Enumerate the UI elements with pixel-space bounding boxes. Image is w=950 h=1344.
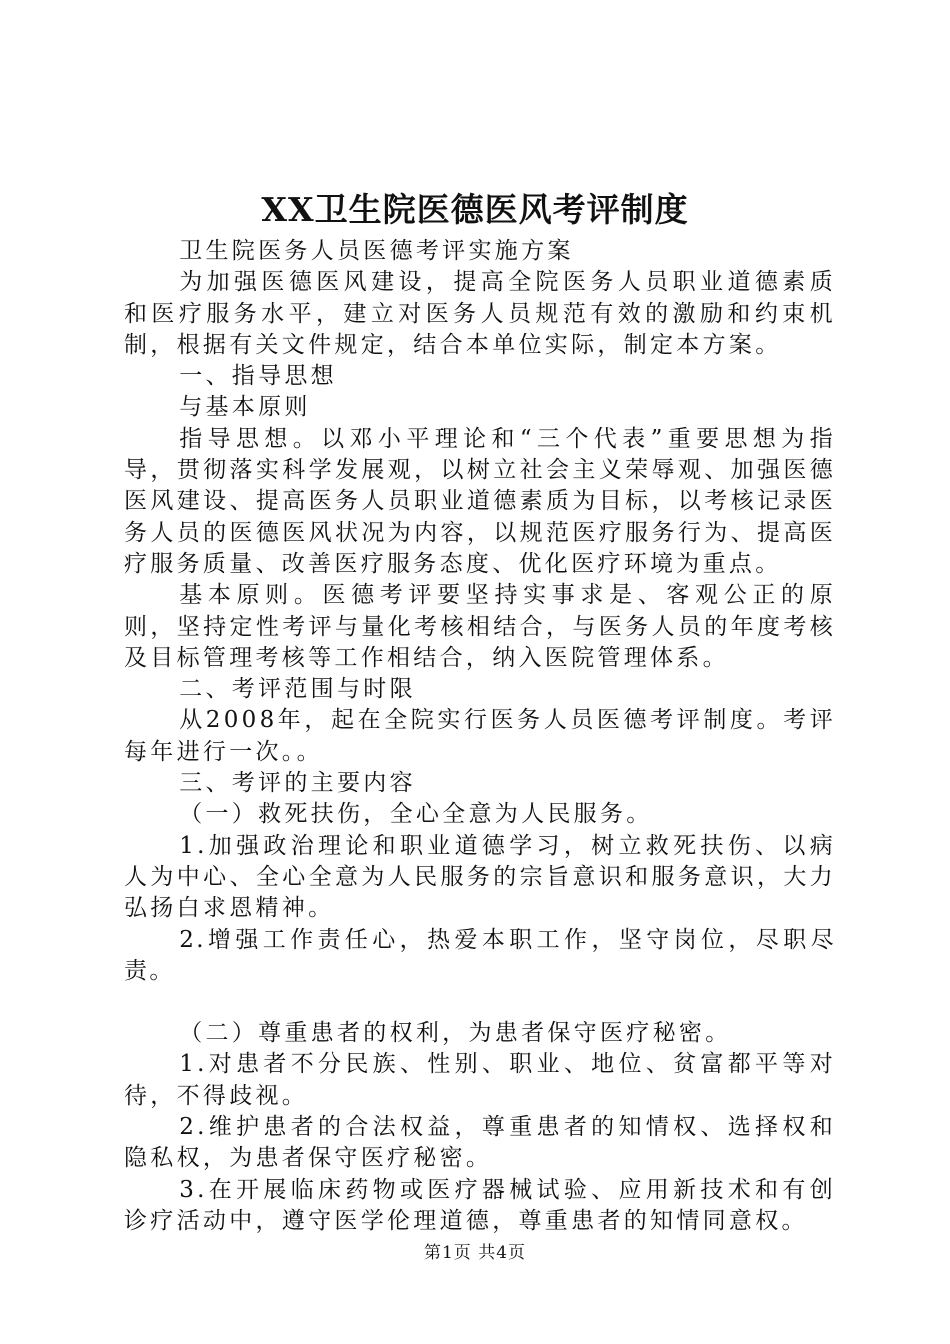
- paragraph-basic-principles: 基本原则。医德考评要坚持实事求是、客观公正的原则，坚持定性考评与量化考核相结合，与医务人员的年度考核及目标管理考核等工作相结合，纳入医院管理体系。: [124, 582, 836, 671]
- paragraph-scope-period: 从2008年，起在全院实行医务人员医德考评制度。考评每年进行一次。。: [124, 707, 836, 765]
- heading-scope-period: 二、考评范围与时限: [179, 676, 416, 703]
- document-body: [124, 236, 836, 1237]
- heading-basic-principles: 与基本原则: [179, 394, 311, 421]
- heading-main-content: 三、考评的主要内容: [179, 770, 416, 797]
- list-item-one-1: 1.加强政治理论和职业道德学习，树立救死扶伤、以病人为中心、全心全意为人民服务的宗旨意识和服务意识，大力弘扬白求恩精神。: [124, 832, 836, 922]
- list-item-two-3: 3.在开展临床药物或医疗器械试验、应用新技术和有创诊疗活动中，遵守医学伦理道德，尊重患者的知情同意权。: [124, 1176, 836, 1234]
- subheading-section-one: （一）救死扶伤，全心全意为人民服务。: [179, 801, 653, 828]
- list-item-one-2: 2.增强工作责任心，热爱本职工作，坚守岗位，尽职尽责。: [124, 926, 836, 984]
- heading-guiding-thought: 一、指导思想: [179, 363, 337, 390]
- subheading-section-two: （二）尊重患者的权利，为患者保守医疗秘密。: [179, 1020, 732, 1047]
- list-item-two-2: 2.维护患者的合法权益，尊重患者的知情权、选择权和隐私权，为患者保守医疗秘密。: [124, 1114, 836, 1172]
- paragraph-guiding-thought: 指导思想。以邓小平理论和“三个代表”重要思想为指导，贯彻落实科学发展观，以树立社会主义荣辱观、加强医德医风建设、提高医务人员职业道德素质为目标，以考核记录医务人员的医德医风状况为内容，以规范医疗服务行为、提高医疗服务质量、改善医疗服务态度、优化医疗环境为重点。: [124, 425, 836, 577]
- paragraph-plan-title: 卫生院医务人员医德考评实施方案: [179, 238, 574, 264]
- paragraph-gap: [124, 987, 836, 1018]
- paragraph-intro: 为加强医德医风建设，提高全院医务人员职业道德素质和医疗服务水平，建立对医务人员规范有效的激励和约束机制，根据有关文件规定，结合本单位实际，制定本方案。: [124, 269, 836, 358]
- document-title: XX卫生院医德医风考评制度: [261, 190, 689, 229]
- page-number-footer: 第1页 共4页: [423, 1243, 527, 1263]
- list-item-two-1: 1.对患者不分民族、性别、职业、地位、贫富都平等对待，不得歧视。: [124, 1051, 836, 1109]
